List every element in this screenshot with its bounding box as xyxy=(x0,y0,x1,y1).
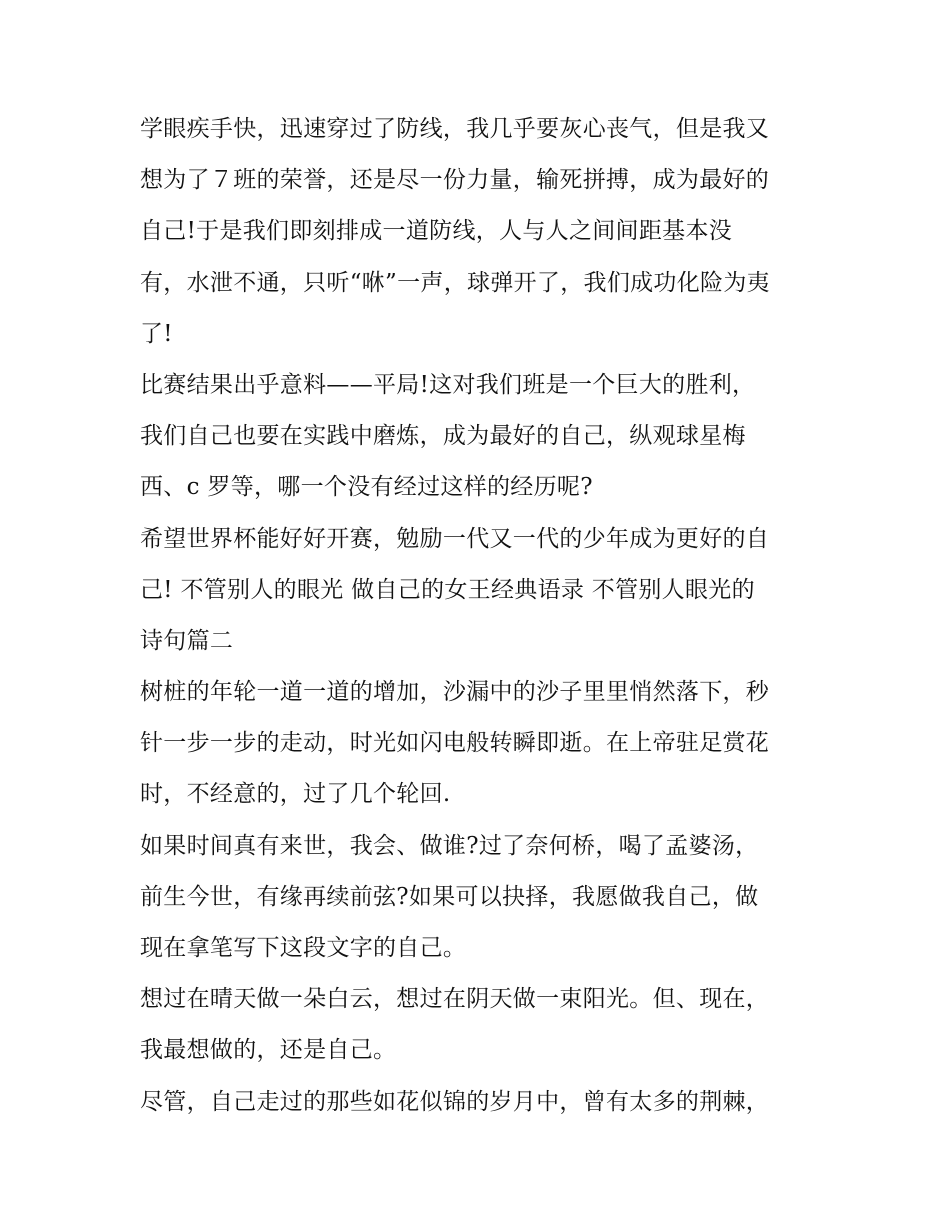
text-line: 自己!于是我们即刻排成一道防线，人与人之间间距基本没 xyxy=(140,218,733,245)
text-line: 我们自己也要在实践中磨炼，成为最好的自己，纵观球星梅 xyxy=(140,423,746,450)
body-text xyxy=(140,104,830,1128)
text-line: 西、c 罗等，哪一个没有经过这样的经历呢? xyxy=(140,474,593,501)
text-line: 如果时间真有来世，我会、做谁?过了奈何桥，喝了孟婆汤， xyxy=(140,832,759,859)
text-line: 针一步一步的走动，时光如闪电般转瞬即逝。在上帝驻足赏花 xyxy=(140,730,770,757)
text-line: 学眼疾手快，迅速穿过了防线，我几乎要灰心丧气，但是我又 xyxy=(140,116,770,142)
text-line: 时，不经意的，过了几个轮回. xyxy=(140,781,451,808)
text-line: 了! xyxy=(140,320,173,347)
section-heading-line: 诗句篇二 xyxy=(140,627,234,654)
text-line: 现在拿笔写下这段文字的自己。 xyxy=(140,935,467,961)
text-line: 前生今世，有缘再续前弦?如果可以抉择，我愿做我自己，做 xyxy=(140,883,759,910)
text-line: 己! 不管别人的眼光 做自己的女王经典语录 不管别人眼光的 xyxy=(140,576,755,603)
text-line: 树桩的年轮一道一道的增加，沙漏中的沙子里里悄然落下，秒 xyxy=(140,679,770,706)
text-line: 想过在晴天做一朵白云，想过在阴天做一束阳光。但、现在， xyxy=(140,986,770,1013)
text-line: 尽管，自己走过的那些如花似锦的岁月中，曾有太多的荆棘， xyxy=(140,1088,770,1115)
text-line: 想为了７班的荣誉，还是尽一份力量，输死拼搏，成为最好的 xyxy=(140,167,770,194)
text-line: 比赛结果出乎意料——平局!这对我们班是一个巨大的胜利， xyxy=(140,371,756,398)
text-line: 有，水泄不通，只听“咻”一声，球弹开了，我们成功化险为夷 xyxy=(140,269,770,296)
text-line: 我最想做的，还是自己。 xyxy=(140,1037,397,1064)
text-line: 希望世界杯能好好开赛，勉励一代又一代的少年成为更好的自 xyxy=(140,525,770,552)
